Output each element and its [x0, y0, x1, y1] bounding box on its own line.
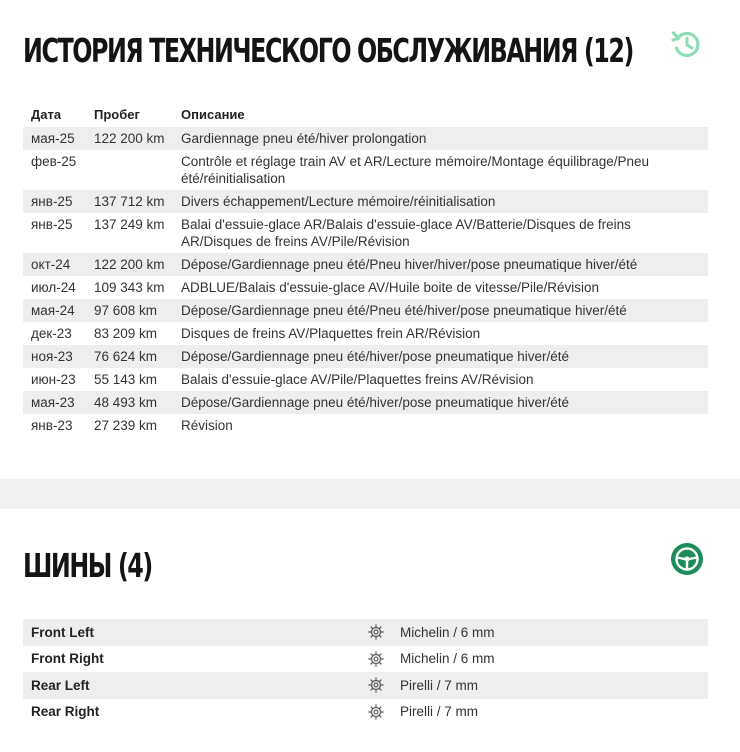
tire-position: Front Right [31, 651, 104, 667]
tire-row-front-left [23, 619, 708, 646]
table-row [23, 190, 708, 213]
tire-brand-depth: Pirelli / 7 mm [400, 704, 479, 720]
table-row [23, 368, 708, 391]
column-header-description: Описание [181, 106, 245, 122]
row-mileage: 76 624 km [86, 345, 173, 368]
row-date: ноя-23 [23, 345, 86, 368]
tire-brand-depth: Michelin / 6 mm [400, 651, 495, 667]
row-date: мая-23 [23, 391, 86, 414]
row-mileage [86, 150, 173, 190]
tire-brand-depth: Pirelli / 7 mm [400, 677, 479, 693]
row-description: Dépose/Gardiennage pneu été/Pneu hiver/hiver/pose pneumatique hiver/été [173, 253, 708, 276]
row-mileage: 27 239 km [94, 418, 158, 433]
row-description: Divers échappement/Lecture mémoire/réinitialisation [173, 190, 708, 213]
row-description: Dépose/Gardiennage pneu été/hiver/pose pneumatique hiver/été [173, 391, 708, 414]
row-description: Dépose/Gardiennage pneu été/hiver/pose pneumatique hiver/été [173, 345, 708, 368]
tire-row-front-right [23, 646, 708, 673]
tire-position: Rear Left [31, 677, 90, 693]
table-row [23, 345, 708, 368]
section-divider [0, 479, 740, 509]
table-row [23, 414, 708, 437]
service-history-title: ИСТОРИЯ ТЕХНИЧЕСКОГО ОБСЛУЖИВАНИЯ (12) [23, 31, 633, 70]
row-date: окт-24 [23, 253, 86, 276]
table-row [23, 391, 708, 414]
column-header-mileage: Пробег [94, 106, 140, 122]
row-date: фев-25 [31, 154, 77, 169]
steering-wheel-icon[interactable] [670, 542, 704, 576]
tire-position: Rear Right [31, 704, 100, 720]
tire-row-rear-left [23, 672, 708, 699]
row-description: Gardiennage pneu été/hiver prolongation [173, 127, 708, 150]
row-date: янв-25 [31, 217, 73, 232]
row-mileage: 83 209 km [94, 326, 158, 341]
tire-position: Front Left [31, 624, 94, 640]
table-row [23, 322, 708, 345]
tires-title: ШИНЫ (4) [23, 546, 152, 585]
tires-list [23, 619, 708, 725]
table-row [23, 150, 708, 190]
row-mileage: 137 712 km [86, 190, 173, 213]
row-mileage: 48 493 km [86, 391, 173, 414]
tire-row-rear-right [23, 699, 708, 726]
row-date: янв-23 [31, 418, 73, 433]
table-row [23, 127, 708, 150]
table-header-row [23, 106, 708, 127]
row-description: Contrôle et réglage train AV et AR/Lecture mémoire/Montage équilibrage/Pneu été/réinitialisation [181, 154, 650, 186]
row-mileage: 109 343 km [94, 280, 165, 295]
gear-icon [367, 650, 385, 668]
gear-icon [367, 623, 385, 641]
row-mileage: 55 143 km [94, 372, 158, 387]
row-date: июн-23 [31, 372, 76, 387]
row-date: дек-23 [31, 326, 72, 341]
column-header-date: Дата [31, 106, 62, 122]
row-mileage: 137 249 km [94, 217, 165, 232]
table-row [23, 253, 708, 276]
row-description: Révision [181, 418, 233, 433]
table-row [23, 213, 708, 253]
row-description: Disques de freins AV/Plaquettes frein AR/Révision [181, 326, 481, 341]
history-icon[interactable] [670, 27, 704, 61]
row-description: Balai d'essuie-glace AR/Balais d'essuie-glace AV/Batterie/Disques de freins AR/Disques de freins AV/Pile/Révision [181, 217, 631, 249]
row-date: мая-25 [23, 127, 86, 150]
row-mileage: 97 608 km [86, 299, 173, 322]
tire-brand-depth: Michelin / 6 mm [400, 624, 495, 640]
row-date: янв-25 [23, 190, 86, 213]
table-row [23, 299, 708, 322]
row-description: ADBLUE/Balais d'essuie-glace AV/Huile boite de vitesse/Pile/Révision [181, 280, 600, 295]
row-date: мая-24 [23, 299, 86, 322]
row-description: Balais d'essuie-glace AV/Pile/Plaquettes freins AV/Révision [181, 372, 534, 387]
row-description: Dépose/Gardiennage pneu été/Pneu été/hiver/pose pneumatique hiver/été [173, 299, 708, 322]
table-row [23, 276, 708, 299]
gear-icon [367, 703, 385, 721]
gear-icon [367, 676, 385, 694]
row-mileage: 122 200 km [86, 253, 173, 276]
service-history-table [23, 106, 708, 437]
row-date: июл-24 [31, 280, 76, 295]
row-mileage: 122 200 km [86, 127, 173, 150]
